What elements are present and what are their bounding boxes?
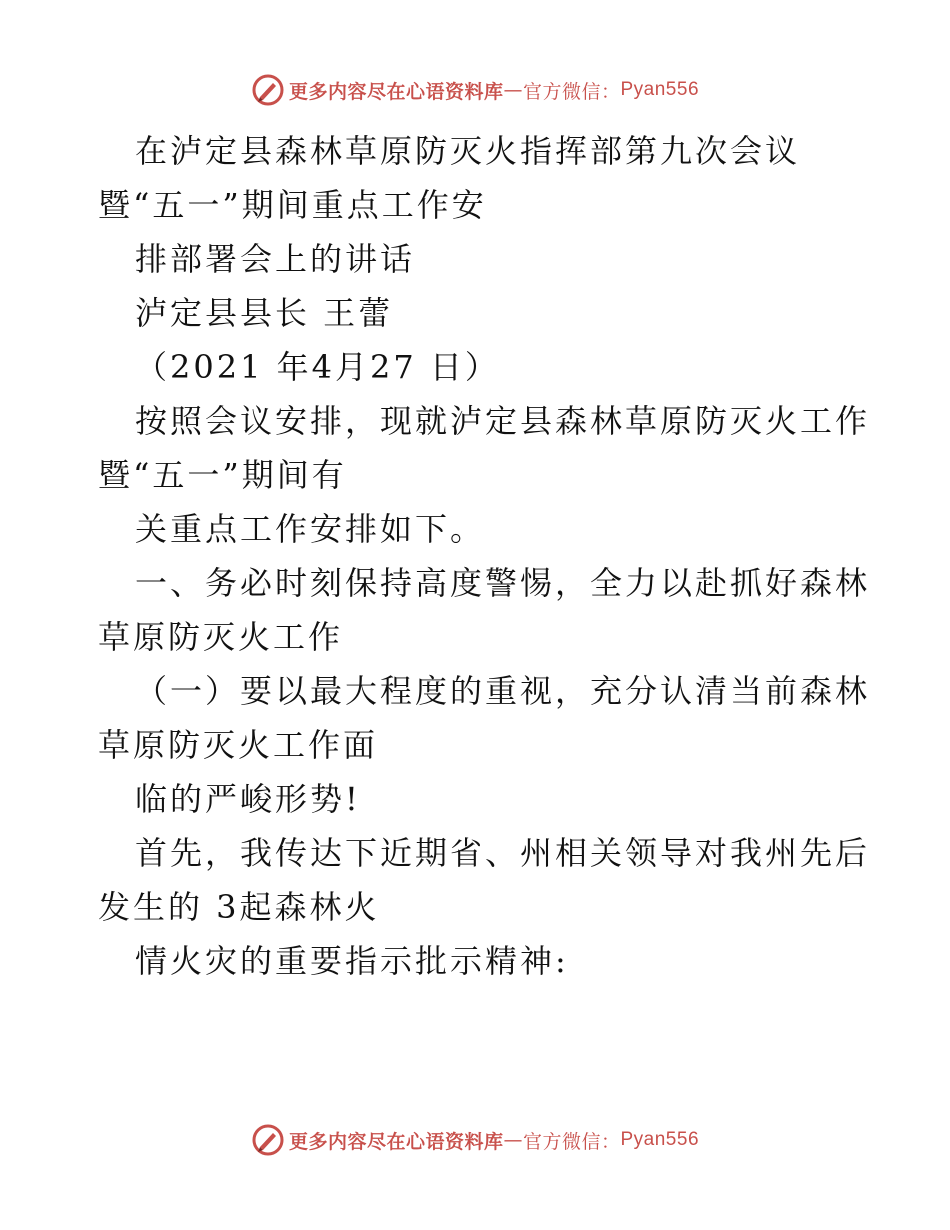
paragraph-line: 按照会议安排，现就泸定县森林草原防灭火工作 — [135, 402, 871, 440]
section-heading-line: 一、务必时刻保持高度警惕，全力以赴抓好森林 — [135, 564, 871, 602]
watermark-main-text: 更多内容尽在心语资料库 — [288, 80, 504, 103]
paragraph-line: 暨“五一”期间有 — [98, 456, 347, 494]
paragraph-line: 发生的 3起森林火 — [98, 888, 380, 926]
paragraph-line: 情火灾的重要指示批示精神: — [135, 942, 569, 980]
date-line: （2021 年4月27 日） — [135, 348, 500, 386]
watermark-wechat-label: 官方微信： — [522, 80, 621, 103]
subsection-heading-line: 临的严峻形势! — [135, 780, 361, 818]
watermark-separator: — — [503, 1129, 523, 1151]
section-heading-line: 草原防灭火工作 — [98, 618, 344, 656]
watermark-header — [0, 70, 950, 110]
pen-logo-icon — [251, 1123, 285, 1157]
subsection-heading-line: 草原防灭火工作面 — [98, 726, 379, 764]
subsection-heading-line: （一）要以最大程度的重视，充分认清当前森林 — [135, 672, 871, 710]
document-body — [98, 124, 871, 988]
watermark-separator: — — [503, 79, 523, 101]
watermark-wechat-id: Pyan556 — [620, 79, 700, 100]
title-line-2: 暨“五一”期间重点工作安 — [98, 186, 487, 224]
watermark-wechat-label: 官方微信： — [522, 1130, 621, 1153]
paragraph-line: 关重点工作安排如下。 — [135, 510, 486, 548]
paragraph-line: 首先，我传达下近期省、州相关领导对我州先后 — [135, 834, 871, 872]
title-line-3: 排部署会上的讲话 — [135, 240, 416, 278]
pen-logo-icon — [251, 73, 285, 107]
title-line-1: 在泸定县森林草原防灭火指挥部第九次会议 — [135, 132, 801, 170]
watermark-wechat-id: Pyan556 — [620, 1129, 700, 1150]
watermark-footer — [0, 1120, 950, 1160]
watermark-main-text: 更多内容尽在心语资料库 — [288, 1130, 504, 1153]
author-line: 泸定县县长 王蕾 — [135, 294, 394, 332]
